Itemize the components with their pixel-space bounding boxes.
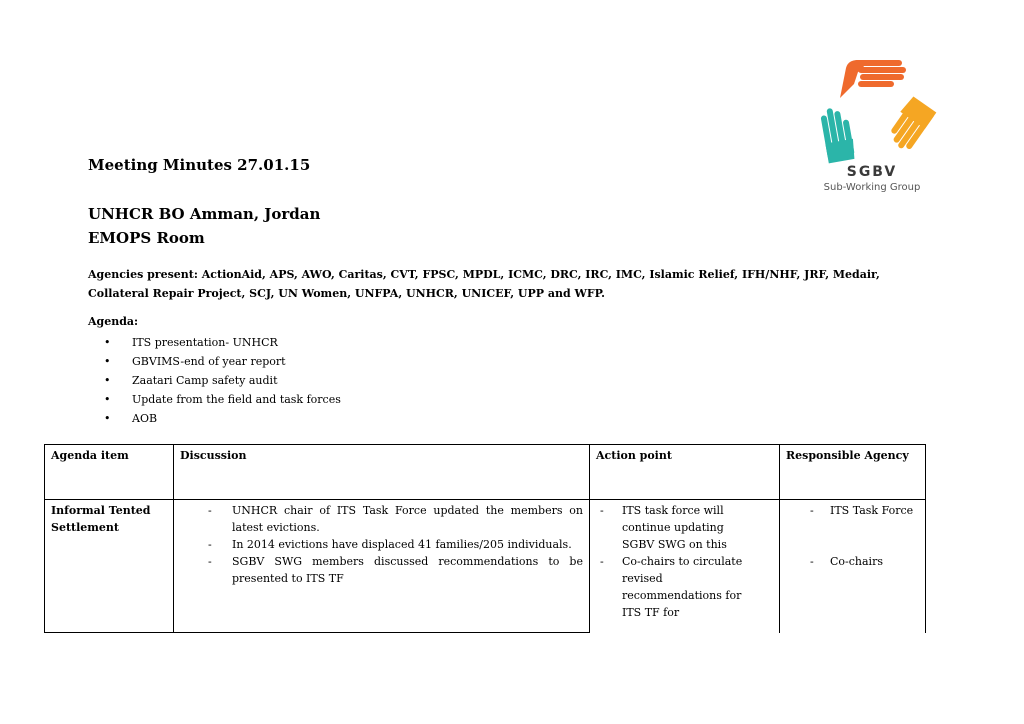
meeting-location: [88, 202, 320, 250]
dash-icon: -: [208, 538, 212, 551]
responsible-list: [786, 502, 919, 570]
dash-icon: -: [810, 504, 814, 517]
table-row: [45, 500, 926, 633]
orange-red-hand-icon: [840, 60, 906, 98]
discussion-point: - In 2014 evictions have displaced 41 families/205 individuals.: [208, 538, 572, 551]
bullet-icon: •: [104, 355, 111, 368]
logo-title: SGBV: [846, 164, 898, 180]
agenda-item: • GBVIMS-end of year report: [104, 352, 341, 371]
sgbv-logo: [806, 54, 938, 200]
office-line: UNHCR BO Amman, Jordan: [88, 205, 321, 223]
action-point: - ITS task force will continue updating SGBV SWG on this: [600, 504, 727, 551]
discussion-point: - UNHCR chair of ITS Task Force updated the members on latest evictions.: [208, 504, 583, 534]
dash-icon: -: [600, 504, 604, 517]
agenda-label: Agenda:: [88, 315, 139, 328]
dash-icon: -: [208, 504, 212, 517]
action-point-cell: [590, 500, 780, 633]
responsible-agency: - ITS Task Force: [810, 504, 914, 517]
three-hands-icon: [806, 54, 938, 164]
room-line: EMOPS Room: [88, 229, 205, 247]
logo-subtitle: Sub-Working Group: [823, 182, 921, 193]
agencies-present: Agencies present: ActionAid, APS, AWO, Caritas, CVT, FPSC, MPDL, ICMC, DRC, IRC, IMC, Islamic Relief, IFH/NHF, JRF, Medair, Collateral Repair Project, SCJ, UN Women, UNFPA, UNHCR, UNICEF, UPP and WFP.: [88, 268, 880, 300]
document-title: Meeting Minutes 27.01.15: [88, 156, 311, 174]
agenda-item: • Update from the field and task forces: [104, 390, 341, 409]
bullet-icon: •: [104, 393, 111, 406]
discussion-point: - SGBV SWG members discussed recommendations to be presented to ITS TF: [208, 555, 583, 585]
bullet-icon: •: [104, 336, 111, 349]
teal-hand-icon: [819, 105, 856, 163]
discussion-cell: [174, 500, 590, 633]
bullet-icon: •: [104, 374, 111, 387]
action-point-list: [596, 502, 773, 621]
header-action-point: Action point: [590, 445, 780, 500]
agenda-item: • Zaatari Camp safety audit: [104, 371, 341, 390]
responsible-agency-cell: [780, 500, 926, 633]
action-point: - Co-chairs to circulate revised recommendations for ITS TF for: [600, 555, 743, 619]
minutes-table: [44, 444, 926, 633]
header-agenda-item: Agenda item: [45, 445, 174, 500]
table-header-row: [45, 445, 926, 500]
bullet-icon: •: [104, 412, 111, 425]
agenda-item-text: Informal Tented Settlement: [51, 504, 151, 534]
agenda-item: • AOB: [104, 409, 341, 428]
dash-icon: -: [600, 555, 604, 568]
dash-icon: -: [810, 555, 814, 568]
dash-icon: -: [208, 555, 212, 568]
discussion-list: [180, 502, 583, 587]
header-responsible-agency: Responsible Agency: [780, 445, 926, 500]
agenda-list: [104, 333, 341, 428]
responsible-agency: - Co-chairs: [810, 555, 883, 568]
orange-hand-icon: [883, 95, 936, 153]
agenda-item: • ITS presentation- UNHCR: [104, 333, 341, 352]
agenda-item-cell: [45, 500, 174, 633]
header-discussion: Discussion: [174, 445, 590, 500]
